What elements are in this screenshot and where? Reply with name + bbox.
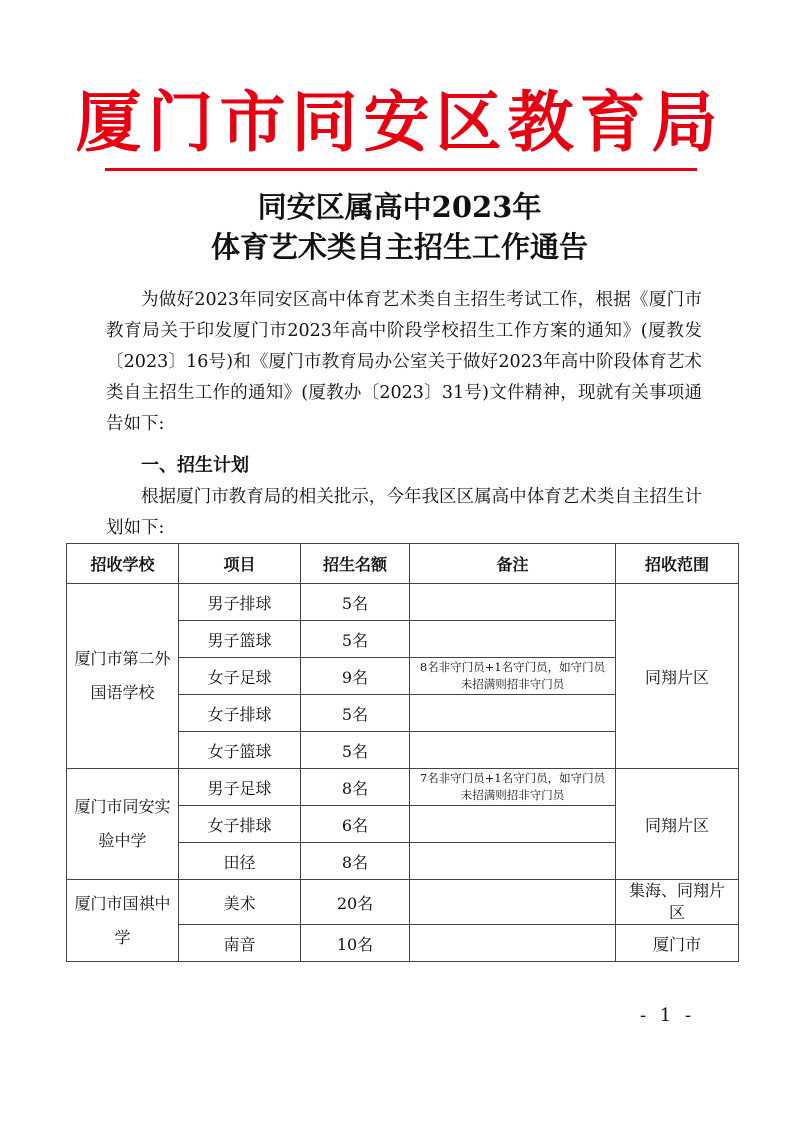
table-header-row xyxy=(67,544,739,584)
range-cell: 集海、同翔片区 xyxy=(616,880,739,925)
note-cell xyxy=(410,695,616,732)
note-cell xyxy=(410,732,616,769)
enrollment-plan-table xyxy=(66,543,739,962)
quota-cell: 6名 xyxy=(301,806,410,843)
table-row xyxy=(67,584,739,621)
item-cell: 女子篮球 xyxy=(179,732,301,769)
item-cell: 女子足球 xyxy=(179,658,301,695)
quota-cell: 9名 xyxy=(301,658,410,695)
quota-cell: 5名 xyxy=(301,621,410,658)
item-cell: 男子篮球 xyxy=(179,621,301,658)
intro-paragraph: 为做好2023年同安区高中体育艺术类自主招生考试工作，根据《厦门市教育局关于印发厦门市2023年高中阶段学校招生工作方案的通知》(厦教发〔2023〕16号)和《厦门市教育局办公室关于做好2023年高中阶段体育艺术类自主招生工作的通知》(厦教办〔2023〕31号)文件精神，现就有关事项通告如下: xyxy=(106,290,702,434)
school-cell: 厦门市第二外国语学校 xyxy=(67,584,179,769)
note-cell: 8名非守门员+1名守门员，如守门员未招满则招非守门员 xyxy=(410,658,616,695)
quota-cell: 5名 xyxy=(301,584,410,621)
quota-cell: 20名 xyxy=(301,880,410,925)
quota-cell: 8名 xyxy=(301,843,410,880)
item-cell: 男子排球 xyxy=(179,584,301,621)
school-cell: 厦门市同安实验中学 xyxy=(67,769,179,880)
quota-cell: 10名 xyxy=(301,925,410,962)
range-cell: 同翔片区 xyxy=(616,584,739,769)
item-cell: 美术 xyxy=(179,880,301,925)
item-cell: 男子足球 xyxy=(179,769,301,806)
document-title-line-1: 同安区属高中2023年 xyxy=(257,190,542,224)
quota-cell: 8名 xyxy=(301,769,410,806)
item-cell: 女子排球 xyxy=(179,806,301,843)
header-quota: 招生名额 xyxy=(301,544,410,584)
range-cell: 厦门市 xyxy=(616,925,739,962)
note-cell xyxy=(410,925,616,962)
section-heading-plan: 一、招生计划 xyxy=(141,455,249,476)
note-cell xyxy=(410,880,616,925)
header-note: 备注 xyxy=(410,544,616,584)
header-school: 招收学校 xyxy=(67,544,179,584)
item-cell: 南音 xyxy=(179,925,301,962)
note-cell xyxy=(410,843,616,880)
header-divider xyxy=(105,168,697,171)
range-cell: 同翔片区 xyxy=(616,769,739,880)
note-cell xyxy=(410,621,616,658)
header-range: 招收范围 xyxy=(616,544,739,584)
plan-paragraph: 根据厦门市教育局的相关批示，今年我区区属高中体育艺术类自主招生计划如下: xyxy=(106,487,702,538)
page-number: - 1 - xyxy=(640,1005,696,1026)
note-cell xyxy=(410,584,616,621)
item-cell: 田径 xyxy=(179,843,301,880)
item-cell: 女子排球 xyxy=(179,695,301,732)
quota-cell: 5名 xyxy=(301,732,410,769)
note-cell: 7名非守门员+1名守门员，如守门员未招满则招非守门员 xyxy=(410,769,616,806)
school-cell: 厦门市国祺中学 xyxy=(67,880,179,962)
quota-cell: 5名 xyxy=(301,695,410,732)
note-cell xyxy=(410,806,616,843)
table-row xyxy=(67,880,739,925)
header-item: 项目 xyxy=(179,544,301,584)
table-row xyxy=(67,769,739,806)
document-title-line-2: 体育艺术类自主招生工作通告 xyxy=(210,230,588,264)
issuer-header: 厦门市同安区教育局 xyxy=(75,84,724,161)
